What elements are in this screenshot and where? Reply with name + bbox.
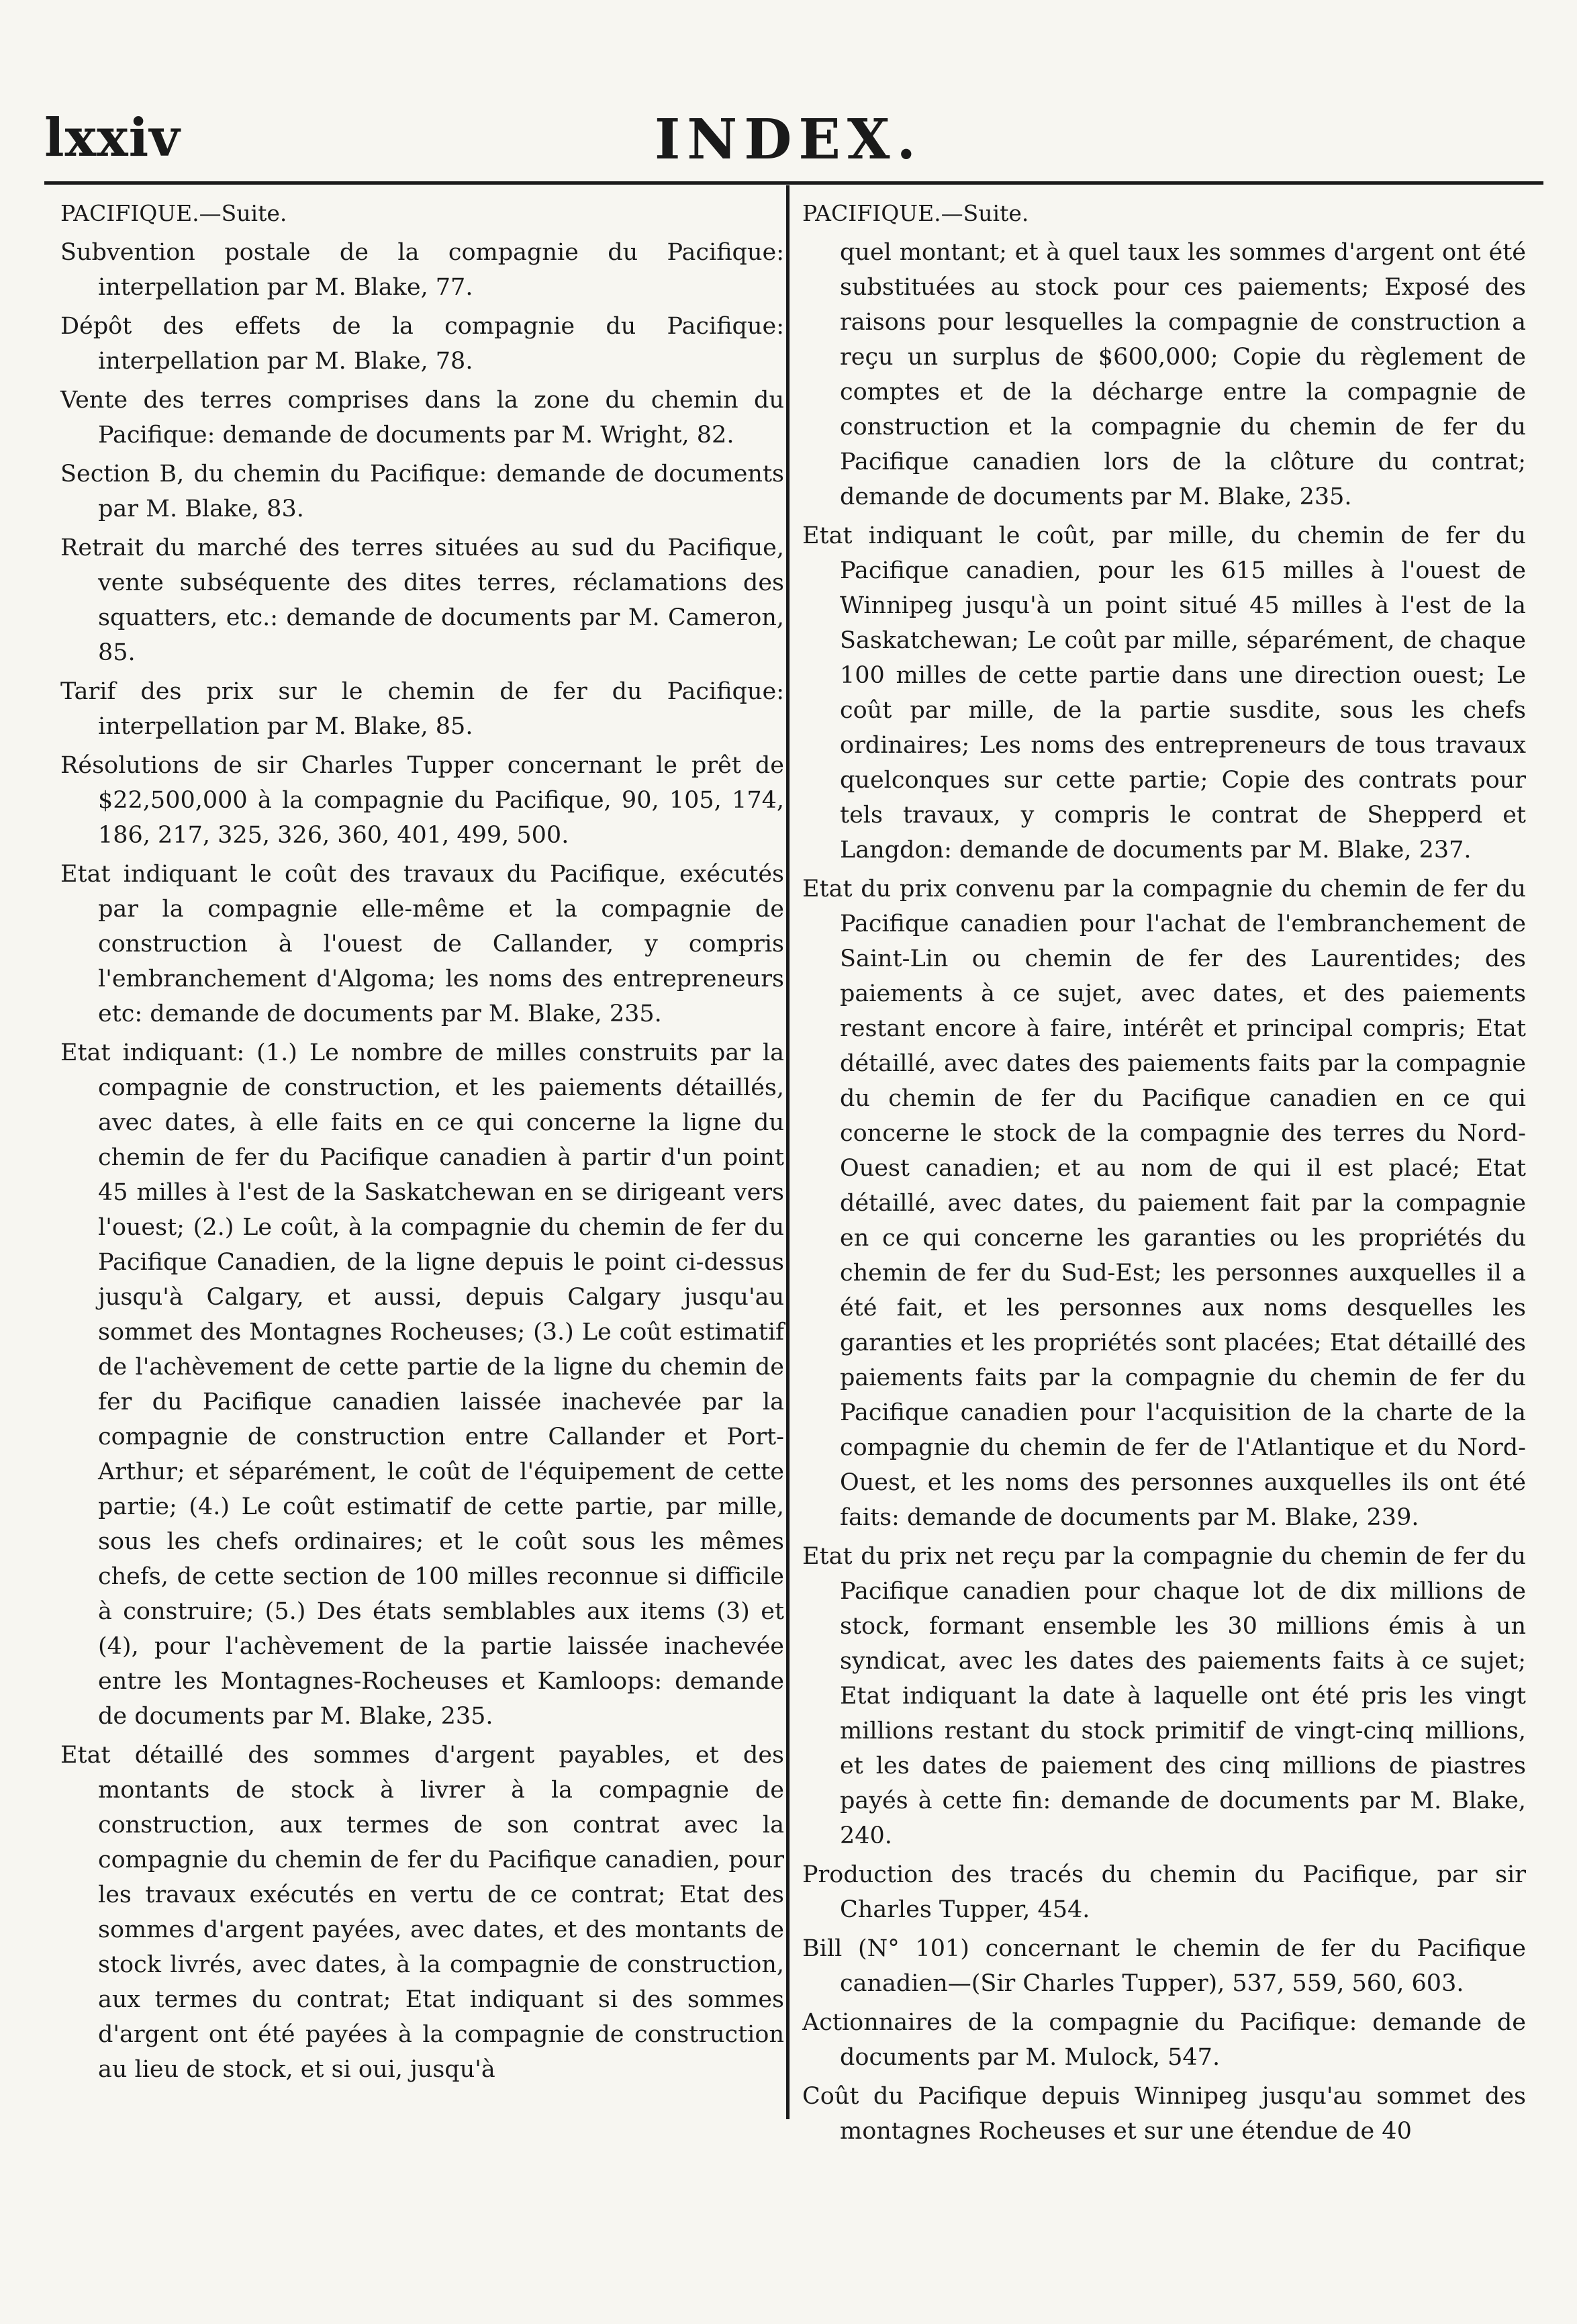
header-rule [44,181,1543,185]
index-entry: Vente des terres comprises dans la zone du chemin du Pacifique: demande de documents par M. Wright, 82. [60,387,784,449]
index-entry: Section B, du chemin du Pacifique: demande de documents par M. Blake, 83. [60,461,784,522]
index-entry: Etat indiquant le coût, par mille, du chemin de fer du Pacifique canadien, pour les 615 milles à l'ouest de Winnipeg jusqu'à un point situé 45 milles à l'est de la Saskatchewan; Le coût par mille, séparément, de chaque 100 milles de cette partie dans une direction ouest; Le coût par mille, de la partie susdite, sous les chefs ordinaires; Les noms des entrepreneurs de tous travaux quelconques sur cette partie; Copie des contrats pour tels travaux, y compris le contrat de Shepperd et Langdon: demande de documents par M. Blake, 237. [802,522,1526,864]
index-entry: Production des tracés du chemin du Pacifique, par sir Charles Tupper, 454. [802,1861,1526,1923]
index-entry: Tarif des prix sur le chemin de fer du Pacifique: interpellation par M. Blake, 85. [60,678,784,740]
index-entry: Subvention postale de la compagnie du Pacifique: interpellation par M. Blake, 77. [60,239,784,301]
right-column [802,196,1526,2153]
running-head-right: PACIFIQUE.—Suite. [802,200,1029,226]
index-entry: Coût du Pacifique depuis Winnipeg jusqu'au sommet des montagnes Rocheuses et sur une étendue de 40 [802,2083,1526,2145]
index-entry: Résolutions de sir Charles Tupper concernant le prêt de $22,500,000 à la compagnie du Pacifique, 90, 105, 174, 186, 217, 325, 326, 360, 401, 499, 500. [60,752,784,849]
column-divider [786,185,790,2119]
index-entry: Etat du prix convenu par la compagnie du chemin de fer du Pacifique canadien pour l'achat de l'embranchement de Saint-Lin ou chemin de fer des Laurentides; des paiements à ce sujet, avec dates, et des paiements restant encore à faire, intérêt et principal compris; Etat détaillé, avec dates des paiements faits par la compagnie du chemin de fer du Pacifique canadien en ce qui concerne le stock de la compagnie des terres du Nord-Ouest canadien; et au nom de qui il est placé; Etat détaillé, avec dates, du paiement fait par la compagnie en ce qui concerne les garanties ou les propriétés du chemin de fer du Sud-Est; les personnes auxquelles il a été fait, et les personnes aux noms desquelles les garanties et les propriétés sont placées; Etat détaillé des paiements faits par la compagnie du chemin de fer du Pacifique canadien pour l'acquisition de la charte de la compagnie du chemin de fer de l'Atlantique et du Nord-Ouest, et les noms des personnes auxquelles ils ont été faits: demande de documents par M. Blake, 239. [802,876,1526,1531]
page-number: lxxiv [44,107,181,169]
index-entry-continuation: quel montant; et à quel taux les sommes d'argent ont été substituées au stock pour ces paiements; Exposé des raisons pour lesquelles la compagnie de construction a reçu un surplus de $600,000; Copie du règlement de comptes et de la décharge entre la compagnie de construction et la compagnie du chemin de fer du Pacifique canadien lors de la clôture du contrat; demande de documents par M. Blake, 235. [840,239,1526,510]
running-head-left: PACIFIQUE.—Suite. [60,200,287,226]
index-entry: Actionnaires de la compagnie du Pacifique: demande de documents par M. Mulock, 547. [802,2009,1526,2071]
index-entry: Etat du prix net reçu par la compagnie du chemin de fer du Pacifique canadien pour chaque lot de dix millions de stock, formant ensemble les 30 millions émis à un syndicat, avec les dates des paiements faits à ce sujet; Etat indiquant la date à laquelle ont été pris les vingt millions restant du stock primitif de vingt-cinq millions, et les dates de paiement des cinq millions de piastres payés à cette fin: demande de documents par M. Blake, 240. [802,1543,1526,1849]
left-column [60,196,784,2091]
index-entry: Bill (N° 101) concernant le chemin de fer du Pacifique canadien—(Sir Charles Tupper), 537, 559, 560, 603. [802,1935,1526,1997]
index-entry: Etat indiquant: (1.) Le nombre de milles construits par la compagnie de construction, et les paiements détaillés, avec dates, à elle faits en ce qui concerne la ligne du chemin de fer du Pacifique canadien à partir d'un point 45 milles à l'est de la Saskatchewan en se dirigeant vers l'ouest; (2.) Le coût, à la compagnie du chemin de fer du Pacifique Canadien, de la ligne depuis le point ci-dessus jusqu'à Calgary, et aussi, depuis Calgary jusqu'au sommet des Montagnes Rocheuses; (3.) Le coût estimatif de l'achèvement de cette partie de la ligne du chemin de fer du Pacifique canadien laissée inachevée par la compagnie de construction entre Callander et Port-Arthur; et séparément, le coût de l'équipement de cette partie; (4.) Le coût estimatif de cette partie, par mille, sous les chefs ordinaires; et le coût sous les mêmes chefs, de cette section de 100 milles reconnue si difficile à construire; (5.) Des états semblables aux items (3) et (4), pour l'achèvement de la partie laissée inachevée entre les Montagnes-Rocheuses et Kamloops: demande de documents par M. Blake, 235. [60,1039,784,1730]
index-entry: Retrait du marché des terres situées au sud du Pacifique, vente subséquente des dites terres, réclamations des squatters, etc.: demande de documents par M. Cameron, 85. [60,534,784,666]
index-entry: Etat indiquant le coût des travaux du Pacifique, exécutés par la compagnie elle-même et la compagnie de construction à l'ouest de Callander, y compris l'embranchement d'Algoma; les noms des entrepreneurs etc: demande de documents par M. Blake, 235. [60,861,784,1027]
index-entry: Etat détaillé des sommes d'argent payables, et des montants de stock à livrer à la compagnie de construction, aux termes de son contrat avec la compagnie du chemin de fer du Pacifique canadien, pour les travaux exécutés en vertu de ce contrat; Etat des sommes d'argent payées, avec dates, et des montants de stock livrés, avec dates, à la compagnie de construction, aux termes du contrat; Etat indiquant si des sommes d'argent ont été payées à la compagnie de construction au lieu de stock, et si oui, jusqu'à [60,1742,784,2083]
page-title: INDEX. [654,107,923,172]
index-entry: Dépôt des effets de la compagnie du Pacifique: interpellation par M. Blake, 78. [60,313,784,375]
